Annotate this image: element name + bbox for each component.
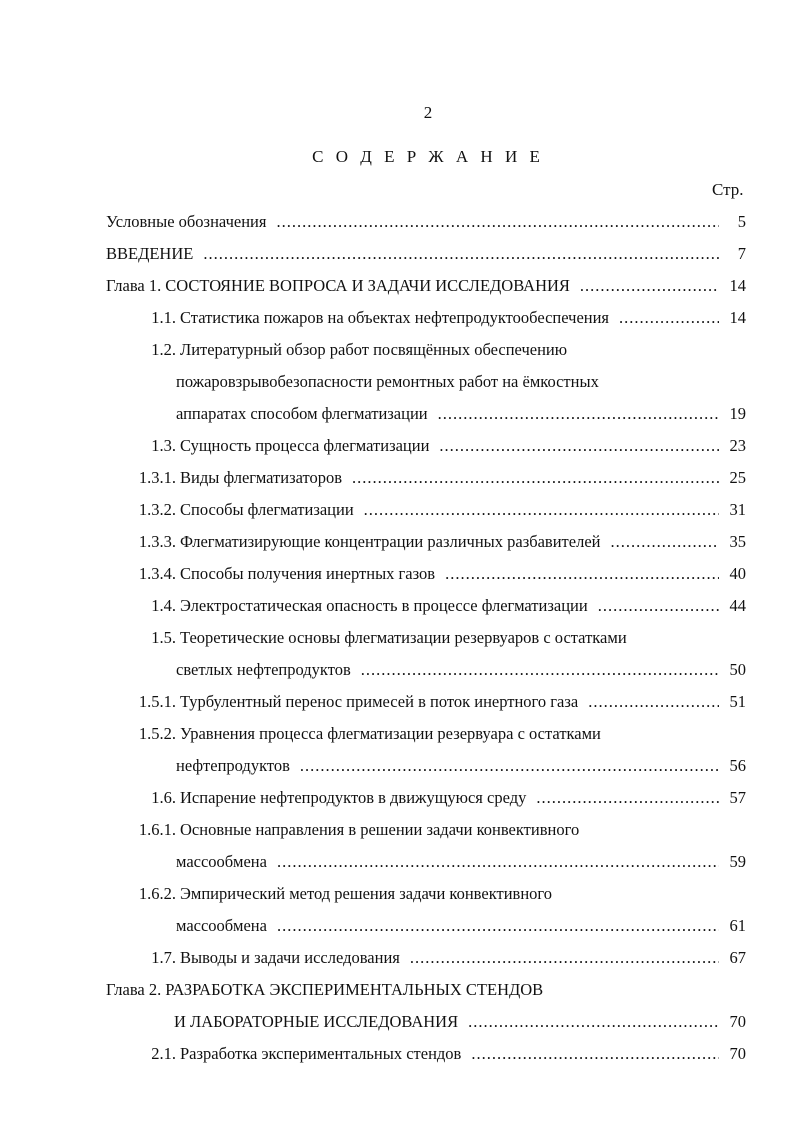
toc-leader-dots: [277, 846, 719, 878]
toc-entry-number: 1.5.: [151, 628, 176, 647]
toc-entry-title: Турбулентный перенос примесей в поток инертного газа: [180, 692, 579, 711]
toc-entry-title: Основные направления в решении задачи конвективного: [180, 820, 580, 839]
toc-entry-number: 1.7.: [151, 948, 176, 967]
toc-leader-dots: [445, 558, 719, 590]
toc-leader-dots: [468, 1006, 719, 1038]
toc-leader-dots: [276, 206, 719, 238]
toc-leader-dots: [438, 398, 719, 430]
toc-entry-line: [106, 686, 746, 718]
toc-entry-page: 14: [729, 276, 746, 295]
toc-entry-number: 1.5.1.: [138, 692, 176, 711]
toc-entry-number: 1.5.2.: [138, 724, 176, 743]
table-of-contents: [106, 206, 746, 1070]
toc-entry-page: 35: [729, 532, 746, 551]
toc-entry-line: [106, 206, 746, 238]
toc-entry-number: 1.6.2.: [138, 884, 176, 903]
toc-entry-page: 67: [729, 948, 746, 967]
toc-entry-title: И ЛАБОРАТОРНЫЕ ИССЛЕДОВАНИЯ: [174, 1012, 459, 1031]
toc-entry-line: [106, 270, 746, 302]
toc-entry-page: 31: [729, 500, 746, 519]
toc-entry-line: [106, 622, 746, 654]
toc-leader-dots: [588, 686, 719, 718]
toc-entry-page: 61: [729, 916, 746, 935]
toc-entry-page: 44: [729, 596, 746, 615]
toc-entry-line: [106, 1038, 746, 1070]
toc-entry-title: Условные обозначения: [106, 212, 267, 231]
toc-entry-page: 7: [737, 244, 746, 263]
toc-entry-line: [106, 814, 746, 846]
toc-title: С О Д Е Р Ж А Н И Е: [312, 147, 544, 166]
toc-entry-title: массообмена: [176, 916, 267, 935]
toc-entry-title: РАЗРАБОТКА ЭКСПЕРИМЕНТАЛЬНЫХ СТЕНДОВ: [165, 980, 544, 999]
page-column-label: Стр.: [712, 180, 744, 199]
toc-leader-dots: [277, 910, 719, 942]
toc-entry-title: Уравнения процесса флегматизации резервуара с остатками: [180, 724, 601, 743]
toc-entry-number: 1.4.: [151, 596, 176, 615]
toc-entry-page: 59: [729, 852, 746, 871]
toc-entry-page: 70: [729, 1012, 746, 1031]
toc-entry-line: [106, 398, 746, 430]
toc-leader-dots: [439, 430, 719, 462]
toc-entry-number: 1.3.3.: [138, 532, 176, 551]
toc-entry-title: Способы получения инертных газов: [180, 564, 436, 583]
toc-leader-dots: [471, 1038, 719, 1070]
toc-leader-dots: [300, 750, 719, 782]
toc-entry-title: Статистика пожаров на объектах нефтепродуктообеспечения: [180, 308, 610, 327]
toc-entry-line: [106, 1006, 746, 1038]
toc-entry-line: [106, 462, 746, 494]
toc-entry-page: 40: [729, 564, 746, 583]
toc-entry-line: [106, 974, 746, 1006]
toc-leader-dots: [410, 942, 719, 974]
toc-entry-line: [106, 750, 746, 782]
toc-entry-page: 19: [729, 404, 746, 423]
toc-entry-line: [106, 366, 746, 398]
toc-entry-line: [106, 558, 746, 590]
toc-leader-dots: [203, 238, 719, 270]
toc-entry-page: 57: [729, 788, 746, 807]
toc-leader-dots: [352, 462, 719, 494]
toc-entry-number: 1.6.: [151, 788, 176, 807]
toc-entry-line: [106, 942, 746, 974]
toc-entry-title: Литературный обзор работ посвящённых обеспечению: [180, 340, 568, 359]
toc-leader-dots: [610, 526, 719, 558]
toc-entry-number: 1.1.: [151, 308, 176, 327]
toc-entry-title: Сущность процесса флегматизации: [180, 436, 430, 455]
toc-entry-line: [106, 494, 746, 526]
toc-leader-dots: [580, 270, 719, 302]
toc-entry-line: [106, 302, 746, 334]
toc-leader-dots: [598, 590, 719, 622]
toc-leader-dots: [619, 302, 719, 334]
toc-entry-number: 2.1.: [151, 1044, 176, 1063]
toc-entry-title: нефтепродуктов: [176, 756, 290, 775]
toc-entry-line: [106, 782, 746, 814]
toc-entry-line: [106, 334, 746, 366]
toc-entry-page: 50: [729, 660, 746, 679]
toc-entry-title: пожаровзрывобезопасности ремонтных работ на ёмкостных: [176, 372, 599, 391]
toc-leader-dots: [536, 782, 719, 814]
toc-entry-page: 25: [729, 468, 746, 487]
toc-entry-title: Эмпирический метод решения задачи конвективного: [180, 884, 553, 903]
toc-entry-line: [106, 846, 746, 878]
toc-entry-number: 1.2.: [151, 340, 176, 359]
toc-entry-page: 56: [729, 756, 746, 775]
toc-entry-title: Теоретические основы флегматизации резервуаров с остатками: [180, 628, 627, 647]
toc-entry-title: Выводы и задачи исследования: [180, 948, 400, 967]
toc-entry-number: 1.3.4.: [138, 564, 176, 583]
toc-entry-title: Способы флегматизации: [180, 500, 354, 519]
toc-entry-line: [106, 654, 746, 686]
toc-entry-title: Разработка экспериментальных стендов: [180, 1044, 462, 1063]
toc-entry-line: [106, 910, 746, 942]
toc-entry-number: 1.3.: [151, 436, 176, 455]
toc-entry-title: Флегматизирующие концентрации различных разбавителей: [180, 532, 601, 551]
toc-entry-page: 70: [729, 1044, 746, 1063]
toc-entry-line: [106, 430, 746, 462]
toc-entry-title: массообмена: [176, 852, 267, 871]
toc-entry-title: аппаратах способом флегматизации: [176, 404, 428, 423]
toc-entry-number: Глава 2.: [106, 980, 162, 999]
toc-entry-title: светлых нефтепродуктов: [176, 660, 351, 679]
toc-entry-line: [106, 878, 746, 910]
toc-entry-title: Виды флегматизаторов: [180, 468, 343, 487]
toc-entry-title: СОСТОЯНИЕ ВОПРОСА И ЗАДАЧИ ИССЛЕДОВАНИЯ: [165, 276, 570, 295]
toc-entry-page: 51: [729, 692, 746, 711]
page-number: 2: [423, 103, 433, 122]
toc-leader-dots: [364, 494, 719, 526]
toc-leader-dots: [361, 654, 719, 686]
toc-entry-title: Электростатическая опасность в процессе флегматизации: [180, 596, 588, 615]
toc-entry-number: Глава 1.: [106, 276, 162, 295]
toc-entry-line: [106, 718, 746, 750]
toc-entry-number: 1.3.2.: [138, 500, 176, 519]
toc-entry-page: 5: [737, 212, 746, 231]
toc-entry-line: [106, 526, 746, 558]
toc-entry-line: [106, 238, 746, 270]
toc-entry-title: ВВЕДЕНИЕ: [106, 244, 194, 263]
toc-entry-page: 23: [729, 436, 746, 455]
toc-entry-number: 1.6.1.: [138, 820, 176, 839]
toc-entry-line: [106, 590, 746, 622]
toc-entry-page: 14: [729, 308, 746, 327]
toc-entry-number: 1.3.1.: [138, 468, 176, 487]
toc-entry-title: Испарение нефтепродуктов в движущуюся среду: [180, 788, 527, 807]
